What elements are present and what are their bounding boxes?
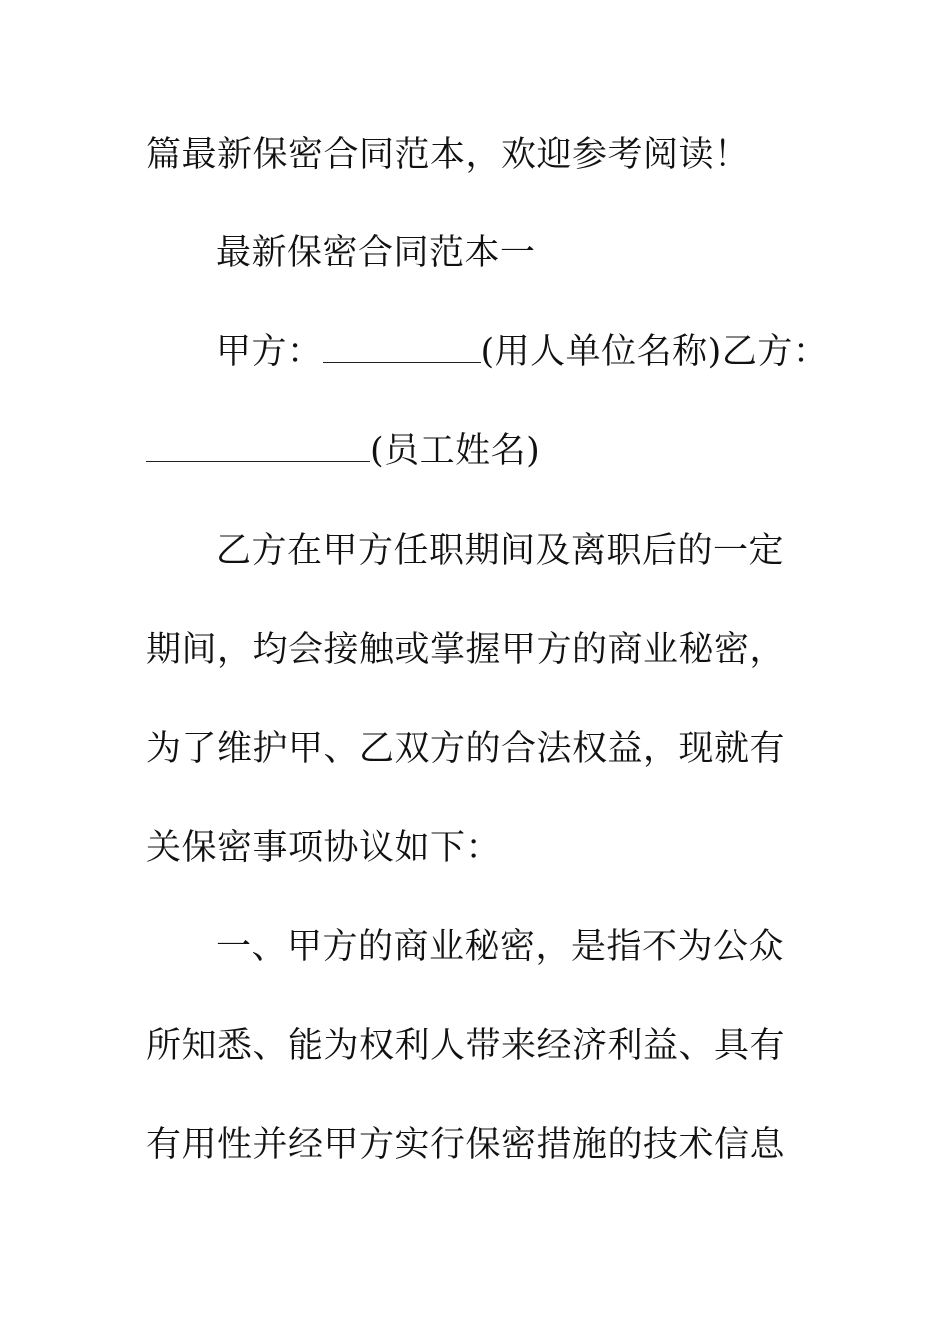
party-a-blank xyxy=(323,330,481,363)
paragraph-text: 关保密事项协议如下： xyxy=(146,828,502,868)
party-b-line xyxy=(146,427,540,475)
clause-text: 有用性并经甲方实行保密措施的技术信息 xyxy=(146,1125,786,1165)
paragraph-line xyxy=(216,527,784,575)
paragraph-text: 期间，均会接触或掌握甲方的商业秘密， xyxy=(146,630,786,670)
clause-text: 一、甲方的商业秘密，是指不为公众 xyxy=(216,927,785,967)
clause-line xyxy=(216,923,784,971)
intro-text: 篇最新保密合同范本，欢迎参考阅读！ xyxy=(146,135,750,175)
heading-text: 最新保密合同范本一 xyxy=(216,233,536,273)
paragraph-line xyxy=(146,626,785,674)
party-b-blank xyxy=(146,429,370,462)
paragraph-line xyxy=(146,725,785,773)
clause-text: 所知悉、能为权利人带来经济利益、具有 xyxy=(146,1026,786,1066)
paragraph-text: 乙方在甲方任职期间及离职后的一定 xyxy=(216,531,785,571)
paragraph-text: 为了维护甲、乙双方的合法权益，现就有 xyxy=(146,729,786,769)
party-a-desc-and-party-b-label: (用人单位名称)乙方： xyxy=(480,332,829,372)
paragraph-line xyxy=(146,824,501,872)
intro-line xyxy=(146,131,750,179)
party-a-label: 甲方： xyxy=(216,332,323,372)
clause-line xyxy=(146,1121,785,1169)
party-b-desc: (员工姓名) xyxy=(370,431,541,471)
clause-line xyxy=(146,1022,785,1070)
section-heading xyxy=(216,229,536,277)
party-a-line xyxy=(216,328,828,376)
